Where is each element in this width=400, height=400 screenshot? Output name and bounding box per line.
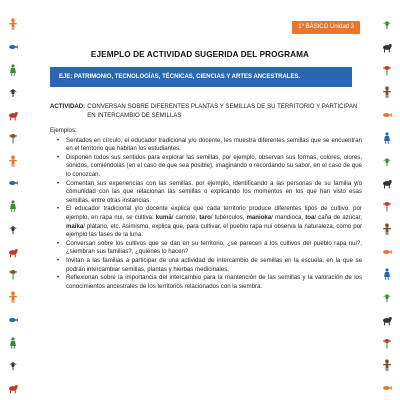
example-item [50, 154, 362, 180]
example-text: Comentan sus experiencias con las semillas, por ejemplo, identificando a las personas de su familia y/o comunidad con las que relacionan las semillas o explicando los momentos en los que han visto esas semillas, entre otras instancias. [66, 179, 362, 204]
fish-icon [8, 314, 18, 326]
flower-icon [382, 200, 392, 212]
example-text: / mandioca, [271, 213, 306, 221]
person-icon [382, 268, 392, 280]
example-text: Disponen todos sus sentidos para explorar las semillas, por ejemplo, observan sus formas, colores, olores, sonidos, comiéndolas (en el caso de que sea posible), imaginando o recordando su sabor, en el caso de que lo conozcan. [66, 153, 362, 178]
example-item [50, 257, 362, 274]
fish-icon [382, 246, 392, 258]
examples-list [50, 137, 362, 292]
bird-icon [382, 18, 392, 30]
bird-icon [8, 86, 18, 98]
person-icon [8, 337, 18, 349]
activity-label: ACTIVIDAD: [50, 103, 86, 110]
activity-text: CONVERSAN SOBRE DIFERENTES PLANTAS Y SEMILLAS DE SU TERRITORIO Y PARTICIPAN EN INTERCAMBIO DE SEMILLAS [87, 103, 358, 119]
flower-icon [8, 268, 18, 280]
activity-block [50, 103, 358, 120]
example-text: / plátano, etc. Asimismo, explica que, para cultivar, el pueblo rapa nui observa la naturaleza, como por ejemplo las fases de la luna. [66, 222, 362, 239]
example-term: taro [199, 213, 211, 221]
example-item [50, 137, 362, 154]
fish-icon [382, 382, 392, 394]
figure-icon [382, 359, 392, 371]
bird-icon [8, 223, 18, 235]
person-icon [382, 132, 392, 144]
example-term: manioka [246, 213, 272, 221]
bird-icon [382, 155, 392, 167]
page-title: EJEMPLO DE ACTIVIDAD SUGERIDA DEL PROGRAMA [90, 50, 310, 59]
example-term: toa [305, 213, 315, 221]
examples-heading: Ejemplos: [50, 127, 77, 134]
animal-icon [8, 382, 18, 394]
animal-icon [8, 246, 18, 258]
figure-icon [382, 86, 392, 98]
figure-icon [8, 18, 18, 30]
person-icon [8, 64, 18, 76]
example-text: Invitan a las familias a participar de una actividad de intercambio de semillas en la escuela, en la que se podrán intercambiar semillas, plantas y hierbas medicinales. [66, 256, 362, 273]
figure-icon [8, 291, 18, 303]
animal-icon [382, 177, 392, 189]
bird-icon [8, 359, 18, 371]
axis-banner: EJE: PATRIMONIO, TECNOLOGÍAS, TÉCNICAS, CIENCIAS Y ARTES ANCESTRALES. [50, 67, 352, 87]
animal-icon [8, 109, 18, 121]
example-text: / camote, [171, 213, 200, 221]
left-decorative-border [2, 18, 24, 394]
flower-icon [8, 132, 18, 144]
example-text: / tubérculos, [210, 213, 247, 221]
person-icon [8, 200, 18, 212]
figure-icon [8, 155, 18, 167]
example-text: Conversan sobre los cultivos que se dan en su territorio, ¿se parecen a los cultivos del pueblo rapa nui?, ¿siembran sus familias?, ¿quiénes lo hacen? [66, 239, 362, 256]
example-text: El educador tradicional y/o docente explica que cada territorio produce diferentes tipos de cultivo, por ejemplo, en rapa nui, se cultiva: [66, 205, 362, 221]
grade-unit-tab: 1° BÁSICO Unidad 3 [292, 21, 360, 34]
example-text: / caña de azúcar, [314, 213, 362, 221]
example-term: maika [66, 222, 84, 230]
examples-section [50, 127, 362, 291]
example-item [50, 205, 362, 239]
fish-icon [382, 109, 392, 121]
example-item [50, 180, 362, 206]
example-text: Sentados en círculo, el educador tradicional y/o docente, les muestra diferentes semillas que se encuentran en el territorio que habitan los estudiantes. [66, 136, 362, 153]
example-text: Reflexionan sobre la importancia del intercambio para la mantención de las semillas y la valoración de los conocimientos ancestrales de los territorios relacionados con la siembra. [66, 274, 362, 290]
right-decorative-border [376, 18, 398, 394]
fish-icon [8, 177, 18, 189]
flower-icon [382, 337, 392, 349]
example-item [50, 240, 362, 257]
example-item [50, 274, 362, 291]
flower-icon [382, 64, 392, 76]
example-term: kumā [155, 213, 172, 221]
animal-icon [382, 314, 392, 326]
figure-icon [382, 223, 392, 235]
bird-icon [382, 291, 392, 303]
